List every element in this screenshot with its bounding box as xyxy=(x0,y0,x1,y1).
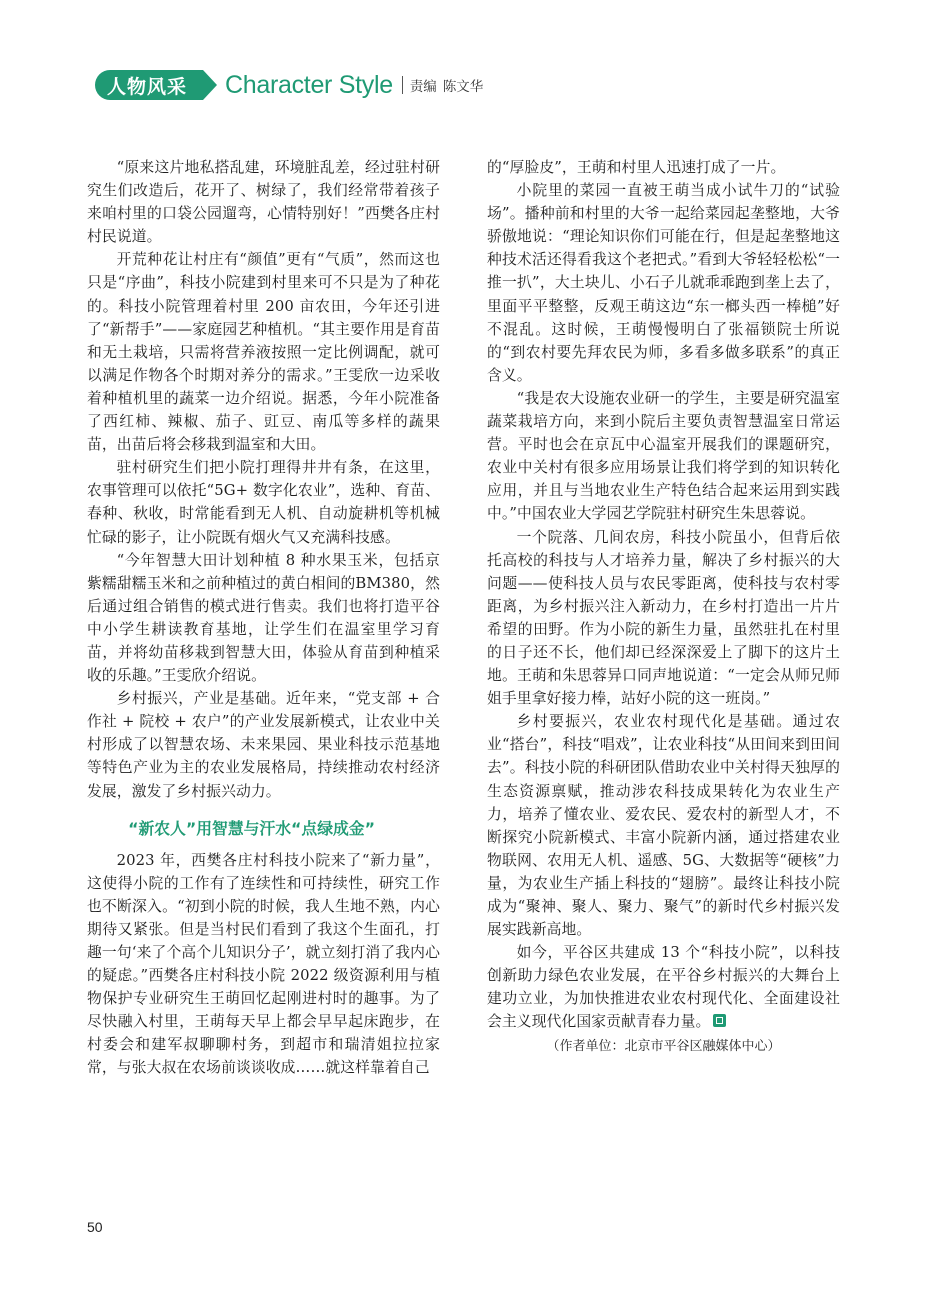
paragraph: 2023 年，西樊各庄村科技小院来了“新力量”，这使得小院的工作有了连续性和可持续性，研究工作也不断深入。“初到小院的时候，我人生地不熟，内心期待又紧张。但是当村民们看到了我这个生面孔，打趣一句‘来了个高个儿知识分子’，就立刻打消了我内心的疑虑。”西樊各庄村科技小院 2022 级资源利用与植物保护专业研究生王萌回忆起刚进村时的趣事。为了尽快融入村里，王萌每天早上都会早早起床跑步，在村委会和建军叔聊聊村务，到超市和瑞清姐拉拉家常，与张大叔在农场前谈谈收成……就这样靠着自己 xyxy=(87,851,440,1077)
paragraph: 乡村要振兴，农业农村现代化是基础。通过农业“搭台”，科技“唱戏”，让农业科技“从田间来到田间去”。科技小院的科研团队借助农业中关村得天独厚的生态资源禀赋，推动涉农科技成果转化为农业生产力，培养了懂农业、爱农民、爱农村的新型人才，不断探究小院新模式、丰富小院新内涵，通过搭建农业物联网、农用无人机、遥感、5G、大数据等“硬核”力量，为农业生产插上科技的“翅膀”。最终让科技小院成为“聚神、聚人、聚力、聚气”的新时代乡村振兴发展实践新高地。 xyxy=(487,713,840,939)
paragraph: “原来这片地私搭乱建，环境脏乱差，经过驻村研究生们改造后，花开了、树绿了，我们经常带着孩子来咱村里的口袋公园遛弯，心情特别好！”西樊各庄村村民说道。 xyxy=(87,159,440,246)
section-subheading: “新农人”用智慧与汗水“点绿成金” xyxy=(128,818,375,838)
left-column xyxy=(87,156,440,1080)
paragraph: 一个院落、几间农房，科技小院虽小，但背后依托高校的科技与人才培养力量，解决了乡村振兴的大问题——使科技人员与农民零距离，使科技与农村零距离，为乡村振兴注入新动力，在乡村打造出一片片希望的田野。作为小院的新生力量，虽然驻扎在村里的日子还不长，他们却已经深深爱上了脚下的这片土地。王萌和朱思蓉异口同声地说道：“一定会从师兄师姐手里拿好接力棒，站好小院的这一班岗。” xyxy=(487,528,840,708)
editor-label: 责编 xyxy=(409,79,437,95)
final-paragraph-text: 如今，平谷区共建成 13 个“科技小院”，以科技创新助力绿色农业发展，在平谷乡村振兴的大舞台上建功立业，为加快推进农业农村现代化、全面建设社会主义现代化国家贡献青春力量。 xyxy=(487,944,840,1031)
editor-name: 陈文华 xyxy=(442,79,484,95)
page-number: 50 xyxy=(87,1219,103,1235)
paragraph: “我是农大设施农业研一的学生，主要是研究温室蔬菜栽培方向，来到小院后主要负责智慧温室日常运营。平时也会在京瓦中心温室开展我们的课题研究，农业中关村有很多应用场景让我们将学到的知识转化应用，并且与当地农业生产特色结合起来运用到实践中。”中国农业大学园艺学院驻村研究生朱思蓉说。 xyxy=(487,389,840,523)
paragraph: 开荒种花让村庄有“颜值”更有“气质”，然而这也只是“序曲”，科技小院建到村里来可不只是为了种花的。科技小院管理着村里 200 亩农田，今年还引进了“新帮手”——家庭园艺种植机。“其主要作用是育苗和无土栽培，只需将营养液按照一定比例调配，就可以满足作物各个时期对养分的需求。”王雯欣一边采收着种植机里的蔬菜一边介绍说。据悉，今年小院准备了西红柿、辣椒、茄子、豇豆、南瓜等多样的蔬果苗，出苗后将会移栽到温室和大田。 xyxy=(87,251,440,454)
end-mark-icon xyxy=(713,1014,726,1027)
paragraph: “今年智慧大田计划种植 8 种水果玉米，包括京紫糯甜糯玉米和之前种植过的黄白相间的BM380，然后通过组合销售的模式进行售卖。我们也将打造平谷中小学生耕读教育基地，让学生们在温室里学习育苗，并将幼苗移栽到智慧大田，体验从育苗到种植采收的乐趣。”王雯欣介绍说。 xyxy=(87,551,440,685)
paragraph: 乡村振兴，产业是基础。近年来，“党支部 + 合作社 + 院校 + 农户”的产业发展新模式，让农业中关村形成了以智慧农场、未来果园、果业科技示范基地等特色产业为主的农业发展格局，持续推动农村经济发展，激发了乡村振兴动力。 xyxy=(87,690,440,800)
paragraph: 驻村研究生们把小院打理得井井有条，在这里，农事管理可以依托“5G+ 数字化农业”，选种、育苗、春种、秋收，时常能看到无人机、自动旋耕机等机械忙碌的影子，让小院既有烟火气又充满科技感。 xyxy=(87,459,440,546)
right-column xyxy=(487,156,840,1058)
editor-info xyxy=(410,75,484,95)
section-badge: 人物风采 xyxy=(95,70,203,100)
page-header xyxy=(95,70,483,100)
author-affiliation: （作者单位：北京市平谷区融媒体中心） xyxy=(546,1038,781,1054)
header-divider xyxy=(402,76,403,94)
section-title-english: Character Style xyxy=(225,70,393,99)
paragraph: 小院里的菜园一直被王萌当成小试牛刀的“试验场”。播种前和村里的大爷一起给菜园起垄整地，大爷骄傲地说：“理论知识你们可能在行，但是起垄整地这种技术活还得看我这个老把式。”看到大爷轻轻松松“一推一扒”，大土块儿、小石子儿就乖乖跑到垄上去了，里面平平整整，反观王萌这边“东一榔头西一棒槌”好不混乱。这时候，王萌慢慢明白了张福锁院士所说的“到农村要先拜农民为师，多看多做多联系”的真正含义。 xyxy=(487,182,840,384)
final-paragraph xyxy=(487,941,840,1033)
paragraph-continued: 的“厚脸皮”，王萌和村里人迅速打成了一片。 xyxy=(487,159,786,176)
